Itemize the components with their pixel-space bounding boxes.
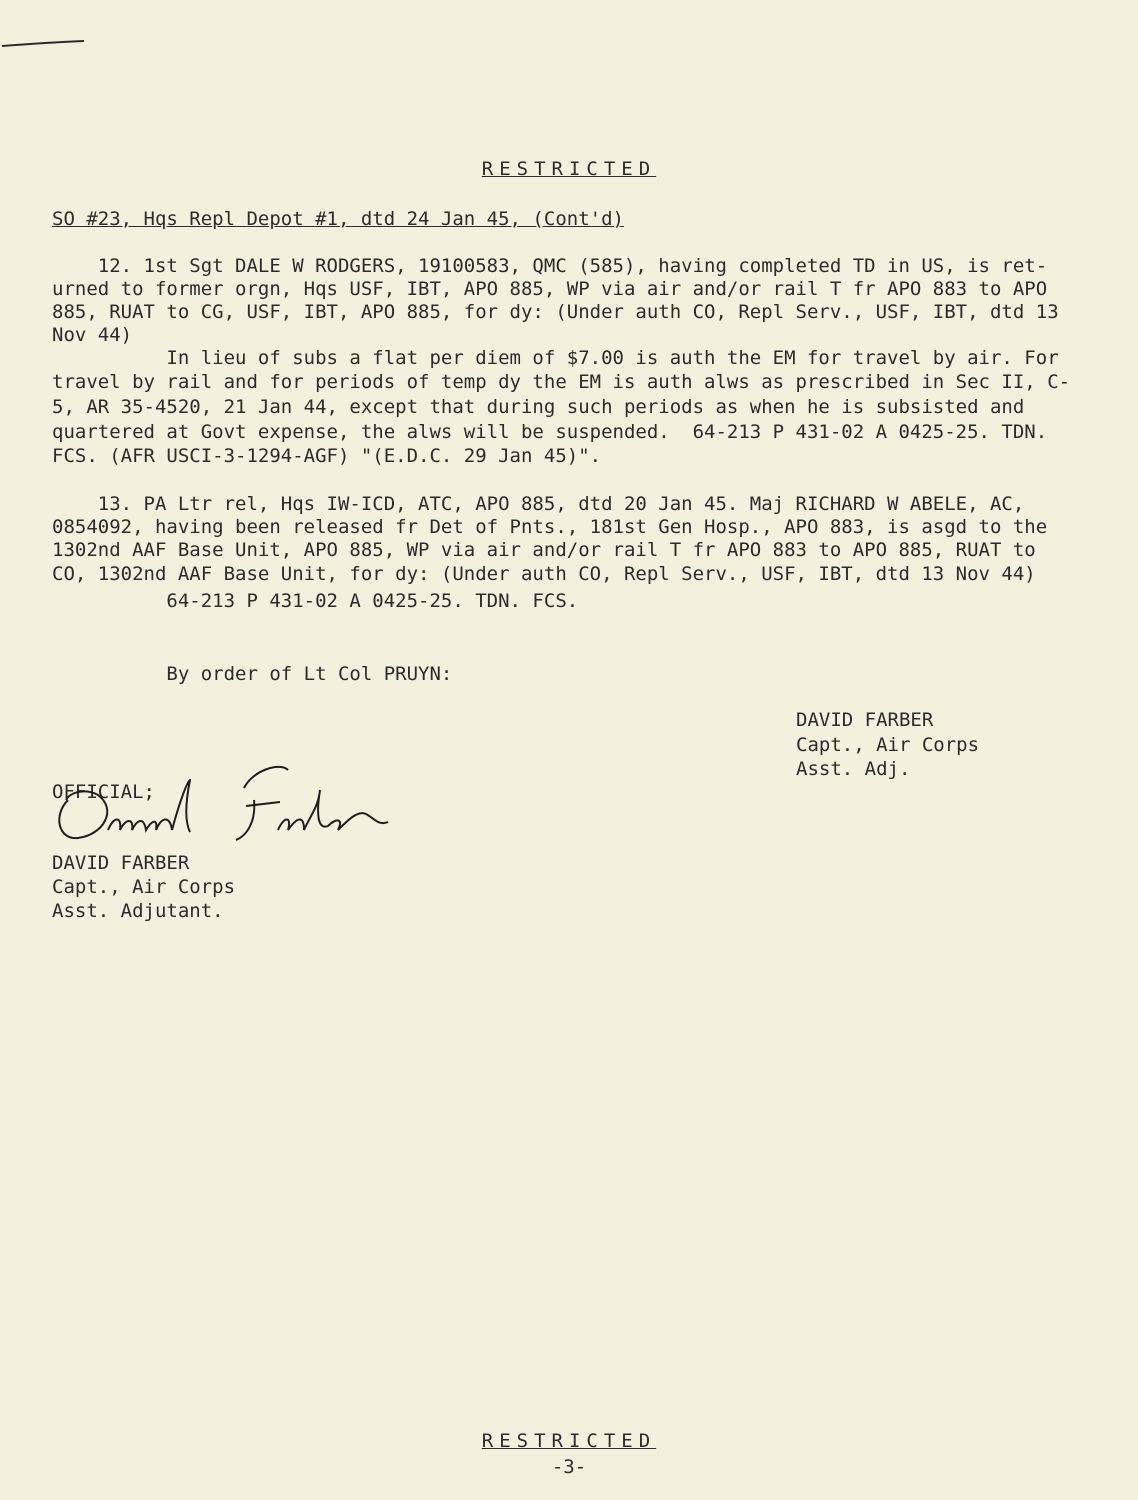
para12b-line: travel by rail and for periods of temp dy the EM is auth alws as prescribed in Sec II, C-	[52, 371, 1071, 393]
para12-line: 885, RUAT to CG, USF, IBT, APO 885, for dy: (Under auth CO, Repl Serv., USF, IBT, dtd 13	[52, 301, 1059, 323]
by-order-line: By order of Lt Col PRUYN:	[52, 663, 453, 685]
para13-line: 1302nd AAF Base Unit, APO 885, WP via air and/or rail T fr APO 883 to APO 885, RUAT to	[52, 539, 1036, 561]
para13-line: 0854092, having been released fr Det of Pnts., 181st Gen Hosp., APO 883, is asgd to the	[52, 516, 1048, 538]
right-sig-rank: Capt., Air Corps	[796, 734, 980, 756]
para12b-line: quartered at Govt expense, the alws will be suspended. 64-213 P 431-02 A 0425-25. TDN.	[52, 421, 1048, 443]
header-restricted: RESTRICTED	[481, 158, 657, 180]
footer-restricted: RESTRICTED	[481, 1430, 657, 1452]
para12b-line: 5, AR 35-4520, 21 Jan 44, except that during such periods as when he is subsisted and	[52, 396, 1025, 418]
left-sig-rank: Capt., Air Corps	[52, 876, 236, 898]
para12-line: Nov 44)	[52, 324, 133, 346]
para12-line: 12. 1st Sgt DALE W RODGERS, 19100583, QMC (585), having completed TD in US, is ret-	[52, 255, 1048, 277]
para13-line: 13. PA Ltr rel, Hqs IW-ICD, ATC, APO 885, dtd 20 Jan 45. Maj RICHARD W ABELE, AC,	[52, 493, 1025, 515]
para13-line: 64-213 P 431-02 A 0425-25. TDN. FCS.	[52, 590, 579, 612]
handwritten-signature	[48, 760, 408, 855]
para12b-line: In lieu of subs a flat per diem of $7.00 is auth the EM for travel by air. For	[52, 347, 1059, 369]
para12b-line: FCS. (AFR USCI-3-1294-AGF) "(E.D.C. 29 Jan 45)".	[52, 445, 602, 467]
document-subject: SO #23, Hqs Repl Depot #1, dtd 24 Jan 45, (Cont'd)	[52, 208, 624, 230]
left-sig-title: Asst. Adjutant.	[52, 900, 224, 922]
para12-line: urned to former orgn, Hqs USF, IBT, APO 885, WP via air and/or rail T fr APO 883 to APO	[52, 278, 1048, 300]
pen-stroke-mark	[0, 38, 90, 50]
right-sig-name: DAVID FARBER	[796, 709, 934, 731]
right-sig-title: Asst. Adj.	[796, 758, 911, 780]
para13-line: CO, 1302nd AAF Base Unit, for dy: (Under auth CO, Repl Serv., USF, IBT, dtd 13 Nov 44)	[52, 563, 1036, 585]
left-sig-name: DAVID FARBER	[52, 852, 190, 874]
page-number: -3-	[551, 1456, 587, 1478]
official-label: OFFICIAL;	[52, 781, 155, 803]
